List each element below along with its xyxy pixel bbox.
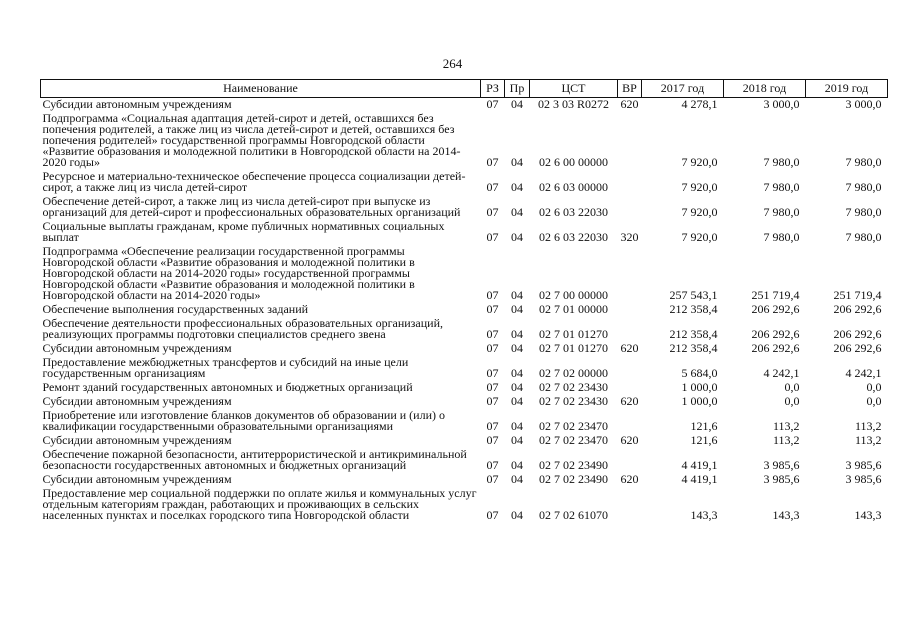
row-2018: 206 292,6 bbox=[751, 327, 800, 341]
row-vr: 620 bbox=[620, 341, 639, 355]
row-cst: 02 7 02 00000 bbox=[539, 366, 608, 380]
row-2018: 206 292,6 bbox=[751, 302, 800, 316]
row-pr: 04 bbox=[511, 341, 523, 355]
row-rz: 07 bbox=[486, 433, 499, 447]
row-cst: 02 7 02 23430 bbox=[539, 394, 608, 408]
row-2017: 7 920,0 bbox=[681, 205, 718, 219]
row-pr: 04 bbox=[511, 419, 523, 433]
header-rz: РЗ bbox=[481, 80, 505, 98]
row-2019: 251 719,4 bbox=[833, 288, 882, 302]
row-cst: 02 6 03 22030 bbox=[539, 205, 608, 219]
row-rz: 07 bbox=[486, 97, 499, 111]
header-pr: Пр bbox=[505, 80, 530, 98]
row-rz: 07 bbox=[486, 508, 499, 522]
header-cst: ЦСТ bbox=[530, 80, 618, 98]
row-name: Обеспечение выполнения государственных заданий bbox=[42, 302, 309, 316]
row-2018: 7 980,0 bbox=[763, 205, 800, 219]
row-2019: 206 292,6 bbox=[833, 327, 882, 341]
table-row bbox=[41, 434, 888, 448]
row-cst: 02 6 03 00000 bbox=[539, 180, 608, 194]
row-pr: 04 bbox=[511, 394, 523, 408]
row-rz: 07 bbox=[486, 180, 499, 194]
row-2019: 7 980,0 bbox=[845, 205, 882, 219]
row-2018: 143,3 bbox=[772, 508, 800, 522]
table-row bbox=[41, 112, 888, 170]
budget-table bbox=[40, 79, 888, 523]
row-2018: 3 000,0 bbox=[763, 97, 800, 111]
row-2019: 3 985,6 bbox=[845, 458, 882, 472]
row-name: Обеспечение детей-сирот, а также лиц из числа детей-сирот при выпуске из организаций для детей-сирот и профессиональных образовательных организаций bbox=[42, 194, 461, 219]
row-rz: 07 bbox=[486, 288, 499, 302]
row-2018: 7 980,0 bbox=[763, 180, 800, 194]
row-2017: 212 358,4 bbox=[669, 341, 718, 355]
row-2018: 3 985,6 bbox=[763, 458, 800, 472]
row-2017: 4 419,1 bbox=[681, 458, 718, 472]
row-2019: 206 292,6 bbox=[833, 302, 882, 316]
row-2019: 0,0 bbox=[866, 380, 882, 394]
row-cst: 02 7 00 00000 bbox=[539, 288, 608, 302]
row-name: Ремонт зданий государственных автономных и бюджетных организаций bbox=[42, 380, 413, 394]
row-2017: 4 419,1 bbox=[681, 472, 718, 486]
row-2017: 7 920,0 bbox=[681, 155, 718, 169]
row-name: Подпрограмма «Социальная адаптация детей-сирот и детей, оставшихся без попечения родителей, а также лиц из числа детей-сирот и детей, оставшихся без попечения родителей» государственной программы Новгородской области «Развитие образования и молодежной политики в Новгородской области на 2014-2020 годы» bbox=[42, 111, 461, 169]
table-row bbox=[41, 409, 888, 434]
row-2018: 3 985,6 bbox=[763, 472, 800, 486]
row-name: Субсидии автономным учреждениям bbox=[42, 341, 232, 355]
row-2017: 4 278,1 bbox=[681, 97, 718, 111]
row-cst: 02 7 01 00000 bbox=[539, 302, 608, 316]
row-rz: 07 bbox=[486, 155, 499, 169]
row-pr: 04 bbox=[511, 302, 523, 316]
row-name: Субсидии автономным учреждениям bbox=[42, 472, 232, 486]
row-rz: 07 bbox=[486, 366, 499, 380]
row-vr: 320 bbox=[620, 230, 639, 244]
row-2017: 7 920,0 bbox=[681, 230, 718, 244]
row-pr: 04 bbox=[511, 472, 523, 486]
row-vr bbox=[618, 317, 642, 342]
table-row bbox=[41, 245, 888, 303]
row-2018: 251 719,4 bbox=[751, 288, 800, 302]
row-2017: 143,3 bbox=[690, 508, 718, 522]
row-pr: 04 bbox=[511, 155, 523, 169]
table-header-row bbox=[41, 80, 888, 98]
row-vr bbox=[618, 487, 642, 523]
row-name: Предоставление мер социальной поддержки по оплате жилья и коммунальных услуг отдельным категориям граждан, работающих и проживающих в сельских населенных пунктах и поселках городского типа Новгородской области bbox=[42, 486, 477, 522]
row-pr: 04 bbox=[511, 205, 523, 219]
row-2019: 3 985,6 bbox=[845, 472, 882, 486]
row-2017: 257 543,1 bbox=[669, 288, 718, 302]
row-2018: 113,2 bbox=[772, 433, 800, 447]
row-2019: 4 242,1 bbox=[845, 366, 882, 380]
row-name: Приобретение или изготовление бланков документов об образовании и (или) о квалификации государственными образовательными организациями bbox=[42, 408, 445, 433]
row-name: Обеспечение деятельности профессиональных образовательных организаций, реализующих программы подготовки специалистов среднего звена bbox=[42, 316, 443, 341]
row-vr: 620 bbox=[620, 472, 639, 486]
row-pr: 04 bbox=[511, 366, 523, 380]
row-vr bbox=[618, 303, 642, 317]
row-cst: 02 7 02 23490 bbox=[539, 458, 608, 472]
row-vr bbox=[618, 448, 642, 473]
table-row bbox=[41, 98, 888, 113]
row-name: Субсидии автономным учреждениям bbox=[42, 97, 232, 111]
row-rz: 07 bbox=[486, 327, 499, 341]
row-vr: 620 bbox=[620, 97, 639, 111]
row-vr bbox=[618, 170, 642, 195]
row-2017: 7 920,0 bbox=[681, 180, 718, 194]
table-row bbox=[41, 317, 888, 342]
row-2017: 1 000,0 bbox=[681, 394, 718, 408]
row-2019: 7 980,0 bbox=[845, 180, 882, 194]
row-2019: 206 292,6 bbox=[833, 341, 882, 355]
row-cst: 02 7 02 23470 bbox=[539, 419, 608, 433]
table-row bbox=[41, 395, 888, 409]
row-2017: 1 000,0 bbox=[681, 380, 718, 394]
row-2018: 206 292,6 bbox=[751, 341, 800, 355]
row-vr bbox=[618, 245, 642, 303]
header-2018: 2018 год bbox=[724, 80, 806, 98]
row-2018: 113,2 bbox=[772, 419, 800, 433]
row-2018: 0,0 bbox=[784, 380, 800, 394]
row-cst: 02 7 01 01270 bbox=[539, 327, 608, 341]
row-2018: 0,0 bbox=[784, 394, 800, 408]
row-vr: 620 bbox=[620, 433, 639, 447]
row-2019: 7 980,0 bbox=[845, 230, 882, 244]
row-rz: 07 bbox=[486, 419, 499, 433]
row-pr: 04 bbox=[511, 288, 523, 302]
row-2017: 5 684,0 bbox=[681, 366, 718, 380]
row-rz: 07 bbox=[486, 380, 499, 394]
table-row bbox=[41, 487, 888, 523]
row-2019: 3 000,0 bbox=[845, 97, 882, 111]
row-cst: 02 6 03 22030 bbox=[539, 230, 608, 244]
table-row bbox=[41, 448, 888, 473]
row-2019: 113,2 bbox=[854, 419, 882, 433]
row-rz: 07 bbox=[486, 394, 499, 408]
row-rz: 07 bbox=[486, 458, 499, 472]
row-name: Субсидии автономным учреждениям bbox=[42, 433, 232, 447]
row-rz: 07 bbox=[486, 302, 499, 316]
row-2018: 7 980,0 bbox=[763, 155, 800, 169]
row-2017: 212 358,4 bbox=[669, 302, 718, 316]
row-name: Социальные выплаты гражданам, кроме публичных нормативных социальных выплат bbox=[42, 219, 445, 244]
row-cst: 02 3 03 R0272 bbox=[537, 97, 609, 111]
table-row bbox=[41, 195, 888, 220]
row-pr: 04 bbox=[511, 327, 523, 341]
row-cst: 02 6 00 00000 bbox=[539, 155, 608, 169]
row-vr bbox=[618, 409, 642, 434]
row-pr: 04 bbox=[511, 508, 523, 522]
header-2017: 2017 год bbox=[642, 80, 724, 98]
row-name: Предоставление межбюджетных трансфертов и субсидий на иные цели государственным организациям bbox=[42, 355, 409, 380]
row-name: Подпрограмма «Обеспечение реализации государственной программы Новгородской области «Развитие образования и молодежной политики в Новгородской области на 2014-2020 годы» государственной программы Новгородской области «Развитие образования и молодежной политики в Новгородской области на 2014-2020 годы» bbox=[42, 244, 415, 302]
table-row bbox=[41, 220, 888, 245]
row-rz: 07 bbox=[486, 341, 499, 355]
row-cst: 02 7 01 01270 bbox=[539, 341, 608, 355]
table-row bbox=[41, 342, 888, 356]
row-name: Ресурсное и материально-техническое обеспечение процесса социализации детей-сирот, а также лиц из числа детей-сирот bbox=[42, 169, 466, 194]
header-2019: 2019 год bbox=[806, 80, 888, 98]
row-pr: 04 bbox=[511, 97, 523, 111]
table-row bbox=[41, 381, 888, 395]
header-name: Наименование bbox=[41, 80, 481, 98]
row-2017: 212 358,4 bbox=[669, 327, 718, 341]
row-rz: 07 bbox=[486, 205, 499, 219]
header-vr: ВР bbox=[618, 80, 642, 98]
row-pr: 04 bbox=[511, 180, 523, 194]
row-2019: 143,3 bbox=[854, 508, 882, 522]
row-2019: 7 980,0 bbox=[845, 155, 882, 169]
row-vr bbox=[618, 381, 642, 395]
row-vr bbox=[618, 195, 642, 220]
row-cst: 02 7 02 61070 bbox=[539, 508, 608, 522]
table-row bbox=[41, 303, 888, 317]
row-pr: 04 bbox=[511, 230, 523, 244]
page-number: 264 bbox=[442, 56, 463, 71]
row-2018: 7 980,0 bbox=[763, 230, 800, 244]
table-row bbox=[41, 170, 888, 195]
row-2019: 0,0 bbox=[866, 394, 882, 408]
row-cst: 02 7 02 23430 bbox=[539, 380, 608, 394]
row-vr bbox=[618, 112, 642, 170]
row-2018: 4 242,1 bbox=[763, 366, 800, 380]
row-name: Обеспечение пожарной безопасности, антитеррористической и антикриминальной безопасности государственных автономных и бюджетных организаций bbox=[42, 447, 467, 472]
row-pr: 04 bbox=[511, 458, 523, 472]
row-vr: 620 bbox=[620, 394, 639, 408]
row-2017: 121,6 bbox=[690, 419, 718, 433]
row-pr: 04 bbox=[511, 433, 523, 447]
table-row bbox=[41, 356, 888, 381]
row-name: Субсидии автономным учреждениям bbox=[42, 394, 232, 408]
row-vr bbox=[618, 356, 642, 381]
row-cst: 02 7 02 23490 bbox=[539, 472, 608, 486]
table-row bbox=[41, 473, 888, 487]
row-2017: 121,6 bbox=[690, 433, 718, 447]
row-rz: 07 bbox=[486, 472, 499, 486]
row-pr: 04 bbox=[511, 380, 523, 394]
row-2019: 113,2 bbox=[854, 433, 882, 447]
row-cst: 02 7 02 23470 bbox=[539, 433, 608, 447]
row-rz: 07 bbox=[486, 230, 499, 244]
